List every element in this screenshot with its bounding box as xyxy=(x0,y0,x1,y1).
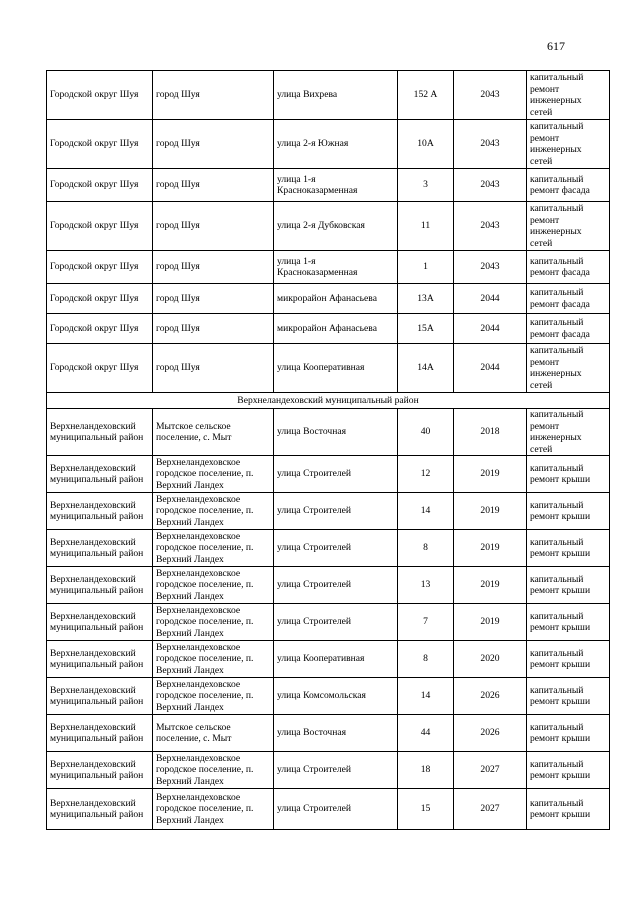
municipality-cell: Городской округ Шуя xyxy=(47,71,153,120)
work-type-cell: капитальный ремонт инженерных сетей xyxy=(527,344,610,393)
municipality-cell: Верхнеландеховский муниципальный район xyxy=(47,678,153,715)
year-cell: 2020 xyxy=(454,641,527,678)
work-type-cell: капитальный ремонт инженерных сетей xyxy=(527,120,610,169)
work-type-cell: капитальный ремонт инженерных сетей xyxy=(527,71,610,120)
municipality-cell: Городской округ Шуя xyxy=(47,202,153,251)
municipality-cell: Городской округ Шуя xyxy=(47,284,153,314)
street-cell: микрорайон Афанасьева xyxy=(274,284,398,314)
settlement-cell: Верхнеландеховское городское поселение, п. Верхний Ландех xyxy=(153,456,274,493)
table-row xyxy=(47,202,610,251)
municipality-cell: Городской округ Шуя xyxy=(47,169,153,202)
house-number-cell: 3 xyxy=(398,169,454,202)
house-number-cell: 14 xyxy=(398,493,454,530)
settlement-cell: город Шуя xyxy=(153,169,274,202)
work-type-cell: капитальный ремонт крыши xyxy=(527,604,610,641)
section-title: Верхнеландеховский муниципальный район xyxy=(47,393,610,409)
table-body xyxy=(47,71,610,830)
repair-schedule-table xyxy=(46,70,610,830)
house-number-cell: 1 xyxy=(398,251,454,284)
house-number-cell: 8 xyxy=(398,641,454,678)
work-type-cell: капитальный ремонт крыши xyxy=(527,789,610,830)
table-row xyxy=(47,409,610,456)
year-cell: 2019 xyxy=(454,456,527,493)
municipality-cell: Городской округ Шуя xyxy=(47,344,153,393)
table-row xyxy=(47,530,610,567)
year-cell: 2019 xyxy=(454,567,527,604)
street-cell: улица Кооперативная xyxy=(274,344,398,393)
work-type-cell: капитальный ремонт фасада xyxy=(527,314,610,344)
table-row xyxy=(47,120,610,169)
street-cell: улица Строителей xyxy=(274,530,398,567)
street-cell: улица Строителей xyxy=(274,604,398,641)
house-number-cell: 14 xyxy=(398,678,454,715)
municipality-cell: Городской округ Шуя xyxy=(47,251,153,284)
street-cell: улица 1-я Красноказарменная xyxy=(274,251,398,284)
settlement-cell: город Шуя xyxy=(153,314,274,344)
table-row xyxy=(47,344,610,393)
year-cell: 2019 xyxy=(454,493,527,530)
work-type-cell: капитальный ремонт крыши xyxy=(527,678,610,715)
work-type-cell: капитальный ремонт крыши xyxy=(527,567,610,604)
work-type-cell: капитальный ремонт фасада xyxy=(527,284,610,314)
work-type-cell: капитальный ремонт крыши xyxy=(527,715,610,752)
street-cell: улица Вихрева xyxy=(274,71,398,120)
house-number-cell: 10А xyxy=(398,120,454,169)
municipality-cell: Верхнеландеховский муниципальный район xyxy=(47,715,153,752)
settlement-cell: город Шуя xyxy=(153,202,274,251)
settlement-cell: город Шуя xyxy=(153,120,274,169)
house-number-cell: 13 xyxy=(398,567,454,604)
settlement-cell: Верхнеландеховское городское поселение, п. Верхний Ландех xyxy=(153,678,274,715)
street-cell: улица Восточная xyxy=(274,715,398,752)
house-number-cell: 8 xyxy=(398,530,454,567)
house-number-cell: 12 xyxy=(398,456,454,493)
year-cell: 2044 xyxy=(454,284,527,314)
table-row xyxy=(47,493,610,530)
work-type-cell: капитальный ремонт фасада xyxy=(527,169,610,202)
year-cell: 2043 xyxy=(454,120,527,169)
street-cell: улица Строителей xyxy=(274,493,398,530)
table-row xyxy=(47,456,610,493)
year-cell: 2043 xyxy=(454,169,527,202)
settlement-cell: Мытское сельское поселение, с. Мыт xyxy=(153,715,274,752)
year-cell: 2026 xyxy=(454,678,527,715)
house-number-cell: 11 xyxy=(398,202,454,251)
work-type-cell: капитальный ремонт крыши xyxy=(527,530,610,567)
year-cell: 2043 xyxy=(454,251,527,284)
table-row xyxy=(47,71,610,120)
table-row xyxy=(47,251,610,284)
municipality-cell: Верхнеландеховский муниципальный район xyxy=(47,752,153,789)
street-cell: улица Восточная xyxy=(274,409,398,456)
work-type-cell: капитальный ремонт инженерных сетей xyxy=(527,409,610,456)
municipality-cell: Верхнеландеховский муниципальный район xyxy=(47,641,153,678)
year-cell: 2027 xyxy=(454,789,527,830)
table-row xyxy=(47,169,610,202)
settlement-cell: город Шуя xyxy=(153,251,274,284)
municipality-cell: Верхнеландеховский муниципальный район xyxy=(47,604,153,641)
house-number-cell: 15А xyxy=(398,314,454,344)
year-cell: 2044 xyxy=(454,344,527,393)
table-row xyxy=(47,752,610,789)
street-cell: улица 2-я Южная xyxy=(274,120,398,169)
table-row xyxy=(47,789,610,830)
settlement-cell: Верхнеландеховское городское поселение, п. Верхний Ландех xyxy=(153,567,274,604)
work-type-cell: капитальный ремонт крыши xyxy=(527,641,610,678)
street-cell: улица 2-я Дубковская xyxy=(274,202,398,251)
municipality-cell: Верхнеландеховский муниципальный район xyxy=(47,530,153,567)
street-cell: улица Комсомольская xyxy=(274,678,398,715)
street-cell: микрорайон Афанасьева xyxy=(274,314,398,344)
street-cell: улица Строителей xyxy=(274,752,398,789)
work-type-cell: капитальный ремонт крыши xyxy=(527,493,610,530)
house-number-cell: 18 xyxy=(398,752,454,789)
house-number-cell: 14А xyxy=(398,344,454,393)
house-number-cell: 40 xyxy=(398,409,454,456)
settlement-cell: Верхнеландеховское городское поселение, п. Верхний Ландех xyxy=(153,493,274,530)
street-cell: улица 1-я Красноказарменная xyxy=(274,169,398,202)
settlement-cell: Верхнеландеховское городское поселение, п. Верхний Ландех xyxy=(153,604,274,641)
year-cell: 2044 xyxy=(454,314,527,344)
street-cell: улица Строителей xyxy=(274,567,398,604)
table-row xyxy=(47,314,610,344)
settlement-cell: Мытское сельское поселение, с. Мыт xyxy=(153,409,274,456)
table-row xyxy=(47,284,610,314)
work-type-cell: капитальный ремонт инженерных сетей xyxy=(527,202,610,251)
municipality-cell: Верхнеландеховский муниципальный район xyxy=(47,493,153,530)
year-cell: 2018 xyxy=(454,409,527,456)
page-number: 617 xyxy=(547,39,565,53)
house-number-cell: 7 xyxy=(398,604,454,641)
year-cell: 2019 xyxy=(454,530,527,567)
house-number-cell: 15 xyxy=(398,789,454,830)
table-row xyxy=(47,567,610,604)
house-number-cell: 152 А xyxy=(398,71,454,120)
year-cell: 2043 xyxy=(454,71,527,120)
work-type-cell: капитальный ремонт фасада xyxy=(527,251,610,284)
settlement-cell: город Шуя xyxy=(153,344,274,393)
house-number-cell: 44 xyxy=(398,715,454,752)
municipality-cell: Верхнеландеховский муниципальный район xyxy=(47,567,153,604)
street-cell: улица Строителей xyxy=(274,456,398,493)
municipality-cell: Городской округ Шуя xyxy=(47,120,153,169)
year-cell: 2043 xyxy=(454,202,527,251)
table-row xyxy=(47,604,610,641)
work-type-cell: капитальный ремонт крыши xyxy=(527,456,610,493)
settlement-cell: город Шуя xyxy=(153,284,274,314)
street-cell: улица Кооперативная xyxy=(274,641,398,678)
settlement-cell: Верхнеландеховское городское поселение, п. Верхний Ландех xyxy=(153,752,274,789)
municipality-cell: Городской округ Шуя xyxy=(47,314,153,344)
street-cell: улица Строителей xyxy=(274,789,398,830)
settlement-cell: Верхнеландеховское городское поселение, п. Верхний Ландех xyxy=(153,641,274,678)
section-header-row xyxy=(47,393,610,409)
table-row xyxy=(47,715,610,752)
settlement-cell: город Шуя xyxy=(153,71,274,120)
year-cell: 2026 xyxy=(454,715,527,752)
settlement-cell: Верхнеландеховское городское поселение, п. Верхний Ландех xyxy=(153,530,274,567)
settlement-cell: Верхнеландеховское городское поселение, п. Верхний Ландех xyxy=(153,789,274,830)
municipality-cell: Верхнеландеховский муниципальный район xyxy=(47,789,153,830)
year-cell: 2019 xyxy=(454,604,527,641)
work-type-cell: капитальный ремонт крыши xyxy=(527,752,610,789)
house-number-cell: 13А xyxy=(398,284,454,314)
table-row xyxy=(47,641,610,678)
municipality-cell: Верхнеландеховский муниципальный район xyxy=(47,409,153,456)
table-row xyxy=(47,678,610,715)
municipality-cell: Верхнеландеховский муниципальный район xyxy=(47,456,153,493)
year-cell: 2027 xyxy=(454,752,527,789)
